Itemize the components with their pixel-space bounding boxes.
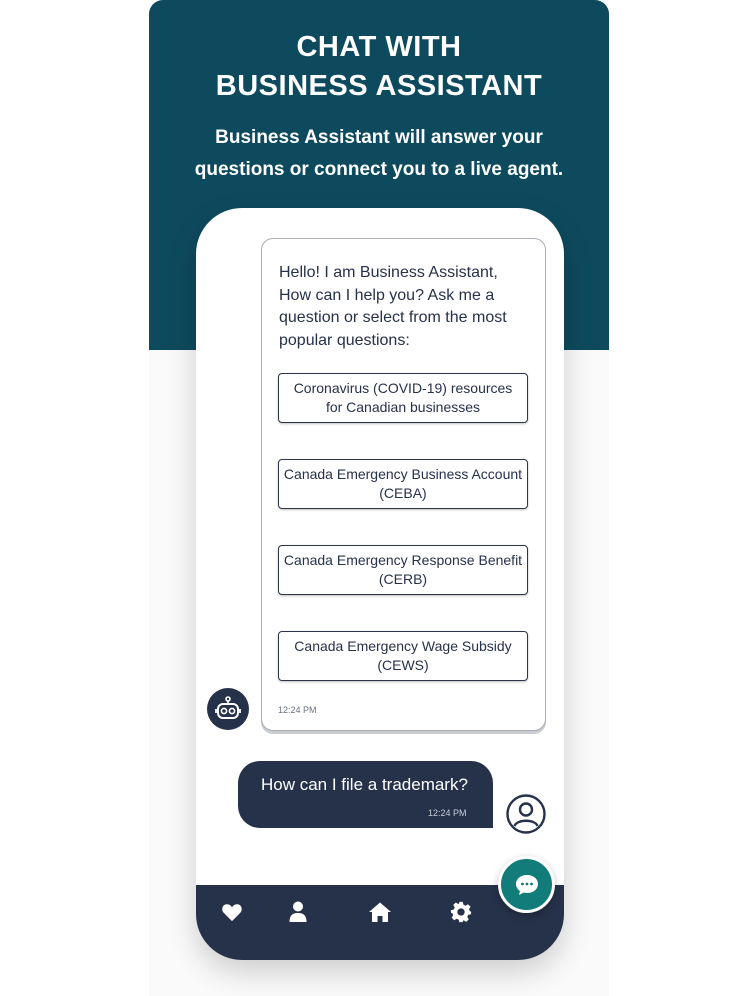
option-line-2: (CEBA): [379, 485, 427, 501]
title-line-2: BUSINESS ASSISTANT: [215, 70, 543, 102]
nav-settings[interactable]: [449, 900, 473, 924]
gear-icon: [450, 901, 472, 923]
nav-home[interactable]: [368, 900, 392, 924]
user-message-text: How can I file a trademark?: [261, 775, 468, 794]
option-line-1: Coronavirus (COVID-19) resources: [293, 380, 513, 396]
bot-message-time: 12:24 PM: [278, 705, 317, 715]
user-circle-icon: [505, 793, 547, 835]
chat-fab-button[interactable]: [498, 856, 555, 913]
heart-icon: [221, 902, 243, 922]
option-line-1: Canada Emergency Business Account: [283, 466, 523, 482]
subtitle-line-1: Business Assistant will answer your: [215, 127, 543, 148]
user-icon: [289, 901, 307, 923]
bot-intro-text: Hello! I am Business Assistant, How can I help you? Ask me a question or select from the most popular questions:: [279, 264, 507, 349]
question-option-covid[interactable]: [278, 373, 528, 423]
option-line-2: for Canadian businesses: [325, 399, 481, 415]
option-line-1: Canada Emergency Wage Subsidy: [294, 638, 512, 654]
option-line-2: (CERB): [378, 571, 428, 587]
nav-favorites[interactable]: [220, 900, 244, 924]
bot-avatar: [207, 688, 249, 730]
nav-profile[interactable]: [286, 900, 310, 924]
subtitle-line-2: questions or connect you to a live agent.: [194, 159, 564, 180]
option-line-1: Canada Emergency Response Benefit: [283, 552, 523, 568]
title-line-1: CHAT WITH: [296, 31, 462, 63]
chat-bubble-icon: [514, 873, 540, 897]
home-icon: [368, 901, 392, 923]
page-subtitle: [149, 122, 609, 186]
question-option-cerb[interactable]: [278, 545, 528, 595]
question-option-cews[interactable]: [278, 631, 528, 681]
page-title: [149, 28, 609, 106]
user-avatar: [505, 793, 547, 835]
user-message-time: 12:24 PM: [428, 808, 467, 818]
question-option-ceba[interactable]: [278, 459, 528, 509]
option-line-2: (CEWS): [377, 657, 429, 673]
robot-icon: [214, 695, 242, 723]
